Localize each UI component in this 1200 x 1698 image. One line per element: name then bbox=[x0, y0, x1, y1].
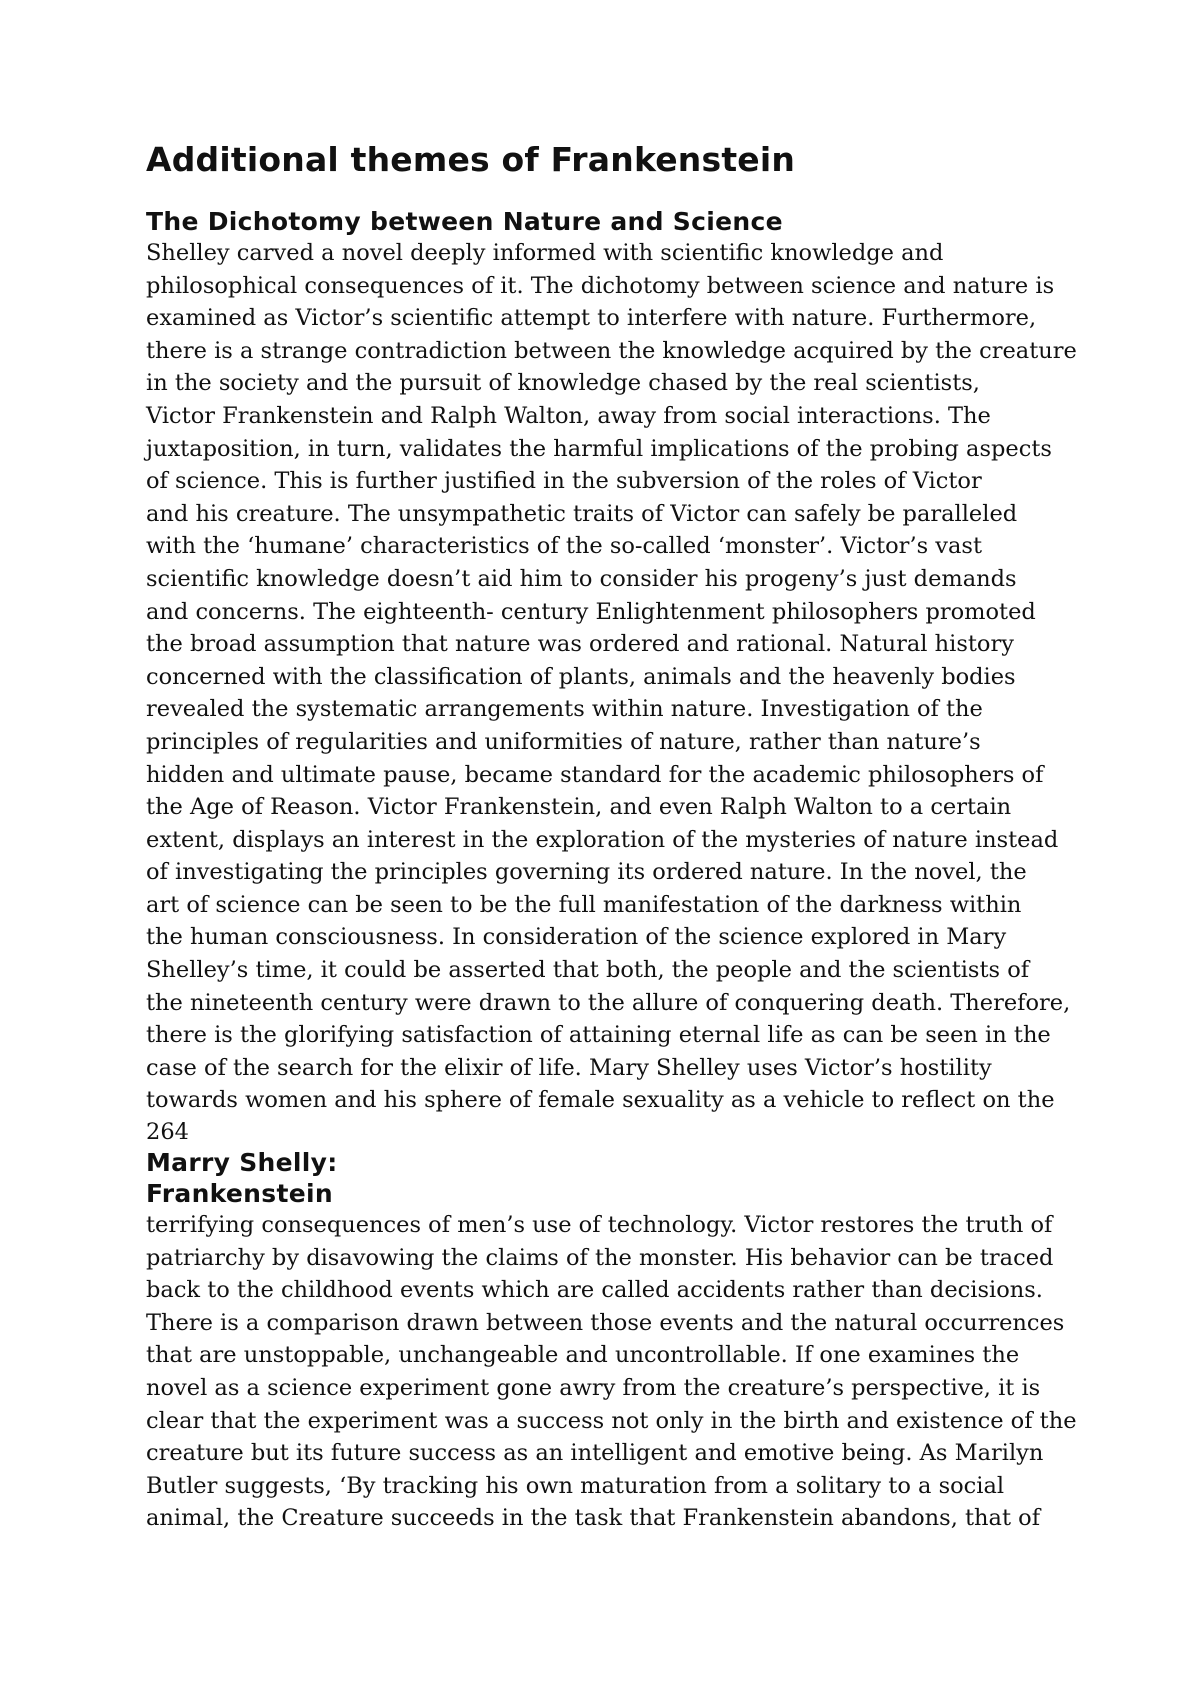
text-line: There is a comparison drawn between those events and the natural occurrences bbox=[146, 1309, 1065, 1336]
text-line: the human consciousness. In consideration of the science explored in Mary bbox=[146, 924, 1007, 951]
text-line: Shelley carved a novel deeply informed with scientific knowledge and bbox=[146, 240, 944, 266]
text-line: with the ‘humane’ characteristics of the so-called ‘monster’. Victor’s vast bbox=[146, 533, 983, 560]
document-title: Additional themes of Frankenstein bbox=[146, 140, 796, 179]
text-line: concerned with the classification of plants, animals and the heavenly bodies bbox=[146, 663, 1016, 690]
text-line: art of science can be seen to be the full manifestation of the darkness within bbox=[146, 891, 1022, 918]
text-line: and his creature. The unsympathetic traits of Victor can safely be paralleled bbox=[146, 500, 1018, 527]
text-line: principles of regularities and uniformities of nature, rather than nature’s bbox=[146, 728, 981, 755]
running-head-line1: Marry Shelly: bbox=[146, 1148, 338, 1178]
page-number: 264 bbox=[146, 1119, 189, 1146]
text-line: there is a strange contradiction between the knowledge acquired by the creature bbox=[146, 337, 1077, 364]
text-line: clear that the experiment was a success not only in the birth and existence of the bbox=[146, 1407, 1077, 1434]
text-line: back to the childhood events which are called accidents rather than decisions. bbox=[146, 1277, 1043, 1304]
text-line: in the society and the pursuit of knowledge chased by the real scientists, bbox=[146, 370, 980, 397]
text-line: creature but its future success as an intelligent and emotive being. As Marilyn bbox=[146, 1440, 1044, 1467]
text-line: Victor Frankenstein and Ralph Walton, away from social interactions. The bbox=[146, 402, 991, 429]
body-text-part2 bbox=[146, 1209, 1146, 1535]
text-line: that are unstoppable, unchangeable and uncontrollable. If one examines the bbox=[146, 1342, 1020, 1369]
text-line: towards women and his sphere of female sexuality as a vehicle to reflect on the bbox=[146, 1087, 1055, 1114]
body-text-part1 bbox=[146, 237, 1146, 1117]
text-line: Shelley’s time, it could be asserted that both, the people and the scientists of bbox=[146, 957, 1030, 984]
text-line: philosophical consequences of it. The dichotomy between science and nature is bbox=[146, 272, 1055, 299]
text-line: animal, the Creature succeeds in the task that Frankenstein abandons, that of bbox=[146, 1505, 1041, 1532]
text-line: scientific knowledge doesn’t aid him to consider his progeny’s just demands bbox=[146, 565, 1017, 592]
text-line: patriarchy by disavowing the claims of the monster. His behavior can be traced bbox=[146, 1244, 1054, 1271]
text-line: of science. This is further justified in the subversion of the roles of Victor bbox=[146, 468, 982, 495]
running-head-line2: Frankenstein bbox=[146, 1179, 333, 1209]
text-line: and concerns. The eighteenth- century Enlightenment philosophers promoted bbox=[146, 598, 1036, 625]
text-line: of investigating the principles governing its ordered nature. In the novel, the bbox=[146, 859, 1027, 886]
section-heading: The Dichotomy between Nature and Science bbox=[146, 207, 783, 236]
text-line: the nineteenth century were drawn to the allure of conquering death. Therefore, bbox=[146, 989, 1071, 1016]
text-line: extent, displays an interest in the exploration of the mysteries of nature instead bbox=[146, 826, 1059, 853]
text-line: novel as a science experiment gone awry from the creature’s perspective, it is bbox=[146, 1375, 1041, 1401]
text-line: hidden and ultimate pause, became standard for the academic philosophers of bbox=[146, 761, 1044, 788]
text-line: there is the glorifying satisfaction of attaining eternal life as can be seen in the bbox=[146, 1022, 1051, 1049]
text-line: examined as Victor’s scientific attempt to interfere with nature. Furthermore, bbox=[146, 305, 1037, 332]
text-line: Butler suggests, ‘By tracking his own maturation from a solitary to a social bbox=[146, 1472, 1005, 1499]
text-line: revealed the systematic arrangements within nature. Investigation of the bbox=[146, 696, 983, 723]
text-line: case of the search for the elixir of life. Mary Shelley uses Victor’s hostility bbox=[146, 1054, 992, 1081]
text-line: the Age of Reason. Victor Frankenstein, and even Ralph Walton to a certain bbox=[146, 794, 1012, 821]
text-line: juxtaposition, in turn, validates the harmful implications of the probing aspects bbox=[146, 435, 1052, 462]
text-line: terrifying consequences of men’s use of technology. Victor restores the truth of bbox=[146, 1212, 1053, 1239]
text-line: the broad assumption that nature was ordered and rational. Natural history bbox=[146, 631, 1014, 658]
document-page bbox=[146, 140, 1146, 1535]
